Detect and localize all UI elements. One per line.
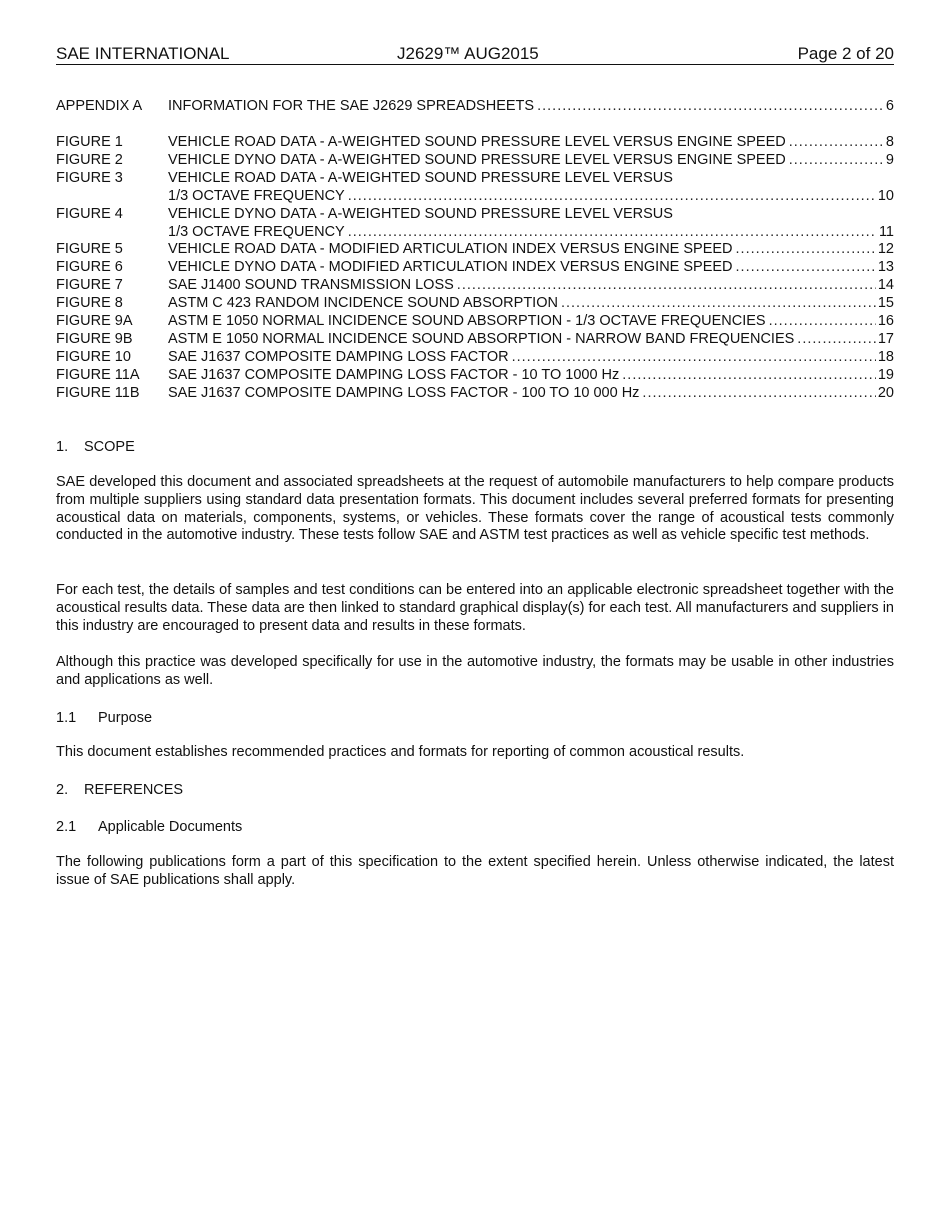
header-page-number: Page 2 of 20: [797, 44, 894, 63]
page-header: [56, 44, 894, 65]
scope-paragraph-3: Although this practice was developed specifically for use in the automotive industry, the formats may be usable in other industries and applications as well.: [56, 654, 894, 688]
toc-entry-figure-11a[interactable]: [56, 366, 894, 384]
toc-entry-figure-2[interactable]: [56, 151, 894, 169]
toc-entry-appendix-a[interactable]: [56, 97, 894, 115]
header-org: SAE INTERNATIONAL: [56, 44, 230, 63]
toc-entry-figure-9a[interactable]: [56, 312, 894, 330]
section-heading-purpose: [56, 709, 152, 727]
toc-page-number: 12: [877, 241, 894, 257]
toc-entry-figure-11b[interactable]: [56, 384, 894, 402]
toc-leader-dots: [736, 240, 876, 258]
header-doc-id: J2629™ AUG2015: [397, 44, 539, 63]
toc-title: ASTM E 1050 NORMAL INCIDENCE SOUND ABSORPTION - NARROW BAND FREQUENCIES: [168, 331, 795, 347]
section-title: Purpose: [98, 710, 153, 726]
toc-leader-dots: [642, 384, 875, 402]
toc-title: ASTM C 423 RANDOM INCIDENCE SOUND ABSORPTION: [168, 295, 558, 311]
section-number: 2.: [56, 782, 69, 798]
toc-page-number: 16: [877, 313, 894, 329]
toc-title-continued: 1/3 OCTAVE FREQUENCY: [168, 188, 345, 204]
toc-title: VEHICLE ROAD DATA - MODIFIED ARTICULATION INDEX VERSUS ENGINE SPEED: [168, 241, 733, 257]
toc-entry-figure-1[interactable]: [56, 133, 894, 151]
toc-entry-figure-3[interactable]: [56, 169, 894, 187]
purpose-paragraph: This document establishes recommended practices and formats for reporting of common acoustical results.: [56, 744, 745, 760]
toc-label: FIGURE 8: [56, 295, 123, 311]
toc-title: SAE J1637 COMPOSITE DAMPING LOSS FACTOR - 10 TO 1000 Hz: [168, 367, 620, 383]
toc-page-number: 11: [878, 224, 894, 240]
toc-label: FIGURE 9A: [56, 313, 133, 329]
toc-label: FIGURE 7: [56, 277, 123, 293]
toc-entry-figure-8[interactable]: [56, 294, 894, 312]
toc-page-number: 17: [877, 331, 894, 347]
toc-page-number: 6: [885, 98, 894, 114]
toc-leader-dots: [512, 348, 876, 366]
toc-leader-dots: [348, 223, 877, 241]
toc-entry-figure-10[interactable]: [56, 348, 894, 366]
toc-leader-dots: [789, 133, 884, 151]
scope-paragraph-2: For each test, the details of samples and test conditions can be entered into an applicable electronic spreadsheet together with the acoustical results data. These data are then linked to standard graphical display(s) for each test. All manufacturers and suppliers in this industry are encouraged to present data and results in these formats.: [56, 582, 894, 634]
toc-title: INFORMATION FOR THE SAE J2629 SPREADSHEETS: [168, 98, 535, 114]
toc-page-number: 15: [877, 295, 894, 311]
section-heading-scope: [56, 438, 135, 456]
toc-page-number: 8: [885, 134, 894, 150]
toc-entry-figure-7[interactable]: [56, 276, 894, 294]
toc-label: APPENDIX A: [56, 98, 143, 114]
section-title: Applicable Documents: [98, 819, 243, 835]
applicable-documents-paragraph: The following publications form a part of this specification to the extent specified herein. Unless otherwise indicated, the latest issue of SAE publications shall apply.: [56, 854, 894, 888]
toc-leader-dots: [789, 151, 884, 169]
toc-label: FIGURE 11A: [56, 367, 140, 383]
toc-leader-dots: [537, 97, 884, 115]
toc-label: FIGURE 5: [56, 241, 123, 257]
toc-label: FIGURE 3: [56, 170, 123, 186]
toc-entry-figure-9b[interactable]: [56, 330, 894, 348]
section-number: 1.: [56, 439, 69, 455]
toc-page-number: 20: [877, 385, 894, 401]
toc-title: SAE J1637 COMPOSITE DAMPING LOSS FACTOR: [168, 349, 509, 365]
section-number: 1.1: [56, 710, 77, 726]
toc-label: FIGURE 1: [56, 134, 123, 150]
toc-entry-figure-3-cont[interactable]: [56, 187, 894, 205]
toc-label: FIGURE 9B: [56, 331, 133, 347]
section-number: 2.1: [56, 819, 77, 835]
section-title: SCOPE: [84, 439, 135, 455]
toc-title: SAE J1400 SOUND TRANSMISSION LOSS: [168, 277, 454, 293]
toc-page-number: 14: [877, 277, 894, 293]
toc-entry-figure-4-cont[interactable]: [56, 223, 894, 241]
toc-leader-dots: [348, 187, 876, 205]
toc-leader-dots: [797, 330, 876, 348]
toc-label: FIGURE 10: [56, 349, 131, 365]
toc-title: ASTM E 1050 NORMAL INCIDENCE SOUND ABSORPTION - 1/3 OCTAVE FREQUENCIES: [168, 313, 766, 329]
toc-leader-dots: [736, 258, 876, 276]
toc-page-number: 19: [877, 367, 894, 383]
toc-title: VEHICLE ROAD DATA - A-WEIGHTED SOUND PRESSURE LEVEL VERSUS ENGINE SPEED: [168, 134, 786, 150]
toc-leader-dots: [622, 366, 876, 384]
toc-title: VEHICLE DYNO DATA - A-WEIGHTED SOUND PRESSURE LEVEL VERSUS ENGINE SPEED: [168, 152, 786, 168]
toc-title: VEHICLE DYNO DATA - A-WEIGHTED SOUND PRESSURE LEVEL VERSUS: [168, 206, 673, 222]
section-heading-references: [56, 781, 183, 799]
toc-title-continued: 1/3 OCTAVE FREQUENCY: [168, 224, 345, 240]
toc-title: VEHICLE ROAD DATA - A-WEIGHTED SOUND PRESSURE LEVEL VERSUS: [168, 170, 673, 186]
toc-entry-figure-6[interactable]: [56, 258, 894, 276]
toc-title: SAE J1637 COMPOSITE DAMPING LOSS FACTOR - 100 TO 10 000 Hz: [168, 385, 640, 401]
toc-label: FIGURE 6: [56, 259, 123, 275]
toc-entry-figure-4[interactable]: [56, 205, 894, 223]
toc-title: VEHICLE DYNO DATA - MODIFIED ARTICULATION INDEX VERSUS ENGINE SPEED: [168, 259, 733, 275]
scope-paragraph-1: SAE developed this document and associated spreadsheets at the request of automobile manufacturers to help compare products from multiple suppliers using standard data presentation formats. This document includes several preferred formats for presenting acoustical data on materials, components, systems, or vehicles. These formats cover the range of acoustical tests commonly conducted in the automotive industry. These tests follow SAE and ASTM test practices as well as vehicle specific test methods.: [56, 474, 894, 544]
toc-label: FIGURE 2: [56, 152, 123, 168]
toc-page-number: 18: [877, 349, 894, 365]
section-title: REFERENCES: [84, 782, 184, 798]
toc-page-number: 10: [877, 188, 894, 204]
toc-entry-figure-5[interactable]: [56, 240, 894, 258]
section-heading-applicable-documents: [56, 818, 242, 836]
toc-leader-dots: [769, 312, 876, 330]
toc-leader-dots: [457, 276, 876, 294]
toc-label: FIGURE 11B: [56, 385, 140, 401]
toc-leader-dots: [561, 294, 876, 312]
toc-page-number: 13: [877, 259, 894, 275]
toc-page-number: 9: [885, 152, 894, 168]
toc-label: FIGURE 4: [56, 206, 123, 222]
